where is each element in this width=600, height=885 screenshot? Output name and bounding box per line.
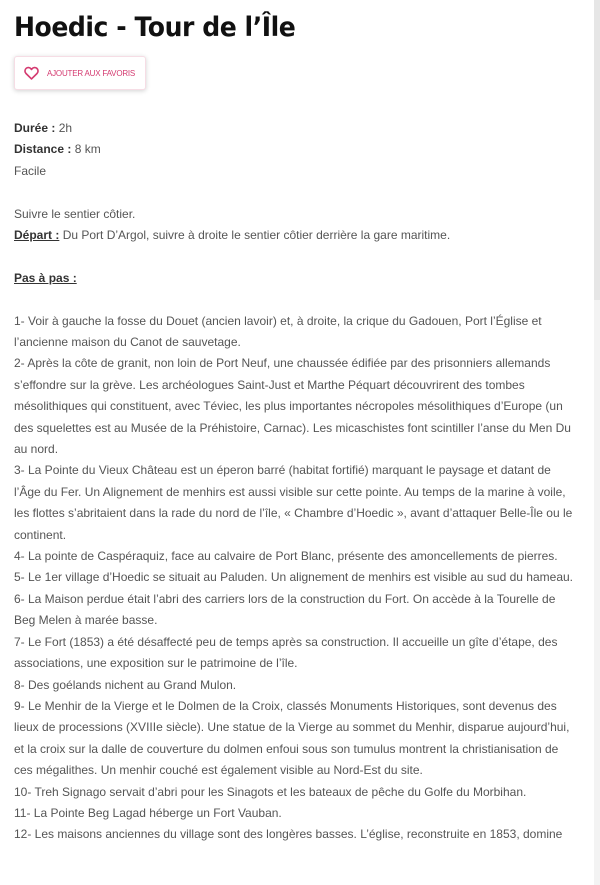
page-scrollbar[interactable]: [594, 0, 600, 885]
add-to-favorites-button[interactable]: [14, 56, 146, 90]
add-to-favorites-label: AJOUTER AUX FAVORIS: [47, 68, 136, 78]
departure-label: Départ :: [14, 228, 60, 243]
step-5: 5- Le 1er village d’Hoedic se situait au Paluden. Un alignement de menhirs est visible au sud du hameau.: [14, 570, 573, 585]
step-7: 7- Le Fort (1853) a été désaffecté peu de temps après sa construction. Il accueille un gîte d’étape, des associations, une exposition sur le patrimoine de l’île.: [14, 634, 558, 671]
step-12: 12- Les maisons anciennes du village sont des longères basses. L’église, reconstruite en 1853, domine: [14, 827, 563, 842]
step-4: 4- La pointe de Caspéraquiz, face au calvaire de Port Blanc, présente des amoncellements de pierres.: [14, 549, 558, 564]
intro-text: Suivre le sentier côtier.: [14, 206, 136, 221]
duration-line: [14, 118, 576, 139]
step-8: 8- Des goélands nichent au Grand Mulon.: [14, 677, 237, 692]
departure-line: [14, 225, 576, 246]
step-9: 9- Le Menhir de la Vierge et le Dolmen de la Croix, classés Monuments Historiques, sont devenus des lieux de processions (XVIIIe siècle). Une statue de la Vierge au sommet du Menhir, disparue aujourd’hui, et la croix sur la dalle de couverture du dolmen enfoui sous son tumulus montrent la christianisation de ces mégalithes. Un menhir couché est également visible au Nord-Est du site.: [14, 698, 570, 778]
distance-value: 8 km: [74, 142, 101, 157]
distance-label: Distance :: [14, 142, 72, 157]
heart-icon: [24, 66, 39, 80]
hike-description: [14, 118, 576, 846]
step-11: 11- La Pointe Beg Lagad héberge un Fort Vauban.: [14, 805, 282, 820]
scrollbar-thumb[interactable]: [594, 0, 600, 300]
step-6: 6- La Maison perdue était l’abri des carriers lors de la construction du Fort. On accède à la Tourelle de Beg Melen à marée basse.: [14, 591, 556, 628]
distance-line: [14, 139, 576, 160]
page-title: Hoedic - Tour de l’Île: [14, 12, 296, 43]
step-10: 10- Treh Signago servait d’abri pour les Sinagots et les bateaux de pêche du Golfe du Morbihan.: [14, 784, 527, 799]
step-3: 3- La Pointe du Vieux Château est un éperon barré (habitat fortifié) marquant le paysage et datant de l’Âge du Fer. Un Alignement de menhirs est aussi visible sur cette pointe. Au temps de la marine à voile, les flottes s’abritaient dans la rade du nord de l’île, « Chambre d’Hoedic », avant d’attaquer Belle-Île ou le continent.: [14, 463, 573, 542]
step-1: 1- Voir à gauche la fosse du Douet (ancien lavoir) et, à droite, la crique du Gadouen, Port l’Église et l’ancienne maison du Canot de sauvetage.: [14, 313, 542, 350]
duration-label: Durée :: [14, 121, 56, 135]
difficulty: Facile: [14, 163, 47, 178]
steps-heading: Pas à pas :: [14, 270, 77, 285]
duration-value: 2h: [58, 121, 73, 135]
step-2: 2- Après la côte de granit, non loin de Port Neuf, une chaussée édifiée par des prisonniers allemands s’effondre sur la grève. Les archéologues Saint-Just et Marthe Péquart découvrirent des tombes mésolithiques qui constituent, avec Téviec, les plus importantes nécropoles mésolithiques d’Europe (un des squelettes est au Musée de la Préhistoire, Carnac). Les micaschistes font scintiller l’anse du Men Du au nord.: [14, 356, 571, 457]
departure-text: Du Port D’Argol, suivre à droite le sentier côtier derrière la gare maritime.: [62, 228, 451, 243]
